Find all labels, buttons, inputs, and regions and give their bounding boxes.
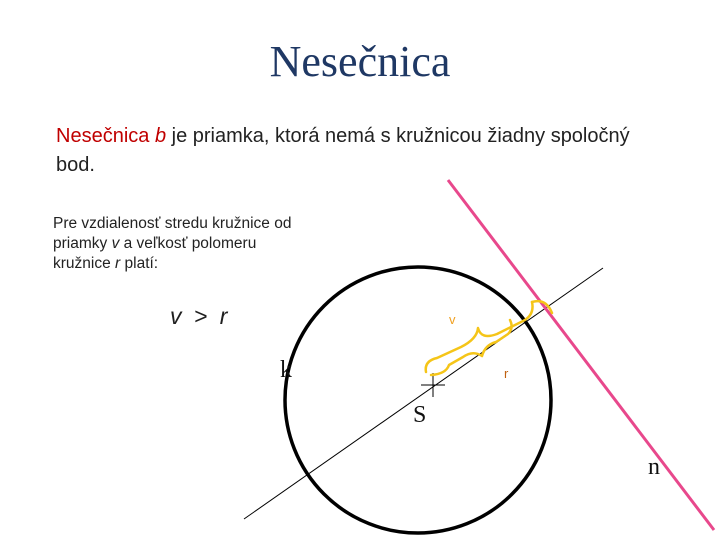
definition-var: b	[154, 125, 167, 147]
circle-k	[285, 267, 551, 533]
condition-line2-var: v	[111, 235, 120, 252]
page-title: Nesečnica	[269, 37, 451, 86]
label-n: n	[648, 454, 660, 480]
label-v: v	[449, 312, 456, 327]
condition-line3-var: r	[115, 255, 121, 272]
formula: v > r	[170, 303, 231, 329]
label-r: r	[504, 366, 509, 381]
label-s: S	[413, 402, 427, 428]
definition-rest-line2: bod.	[56, 154, 95, 176]
brace-r	[431, 320, 512, 375]
condition-line3-post: platí:	[120, 255, 159, 272]
condition-line3-pre: kružnice	[53, 255, 116, 272]
definition-term: Nesečnica	[56, 125, 150, 147]
line-n	[448, 180, 714, 530]
label-k: k	[280, 357, 292, 383]
definition-rest-line1: je priamka, ktorá nemá s kružnicou žiadny spoločný	[166, 125, 630, 147]
condition-line1: Pre vzdialenosť stredu kružnice od	[53, 215, 292, 232]
condition-line2-pre: priamky	[53, 235, 112, 252]
condition-line2-post: a veľkosť polomeru	[119, 235, 257, 252]
